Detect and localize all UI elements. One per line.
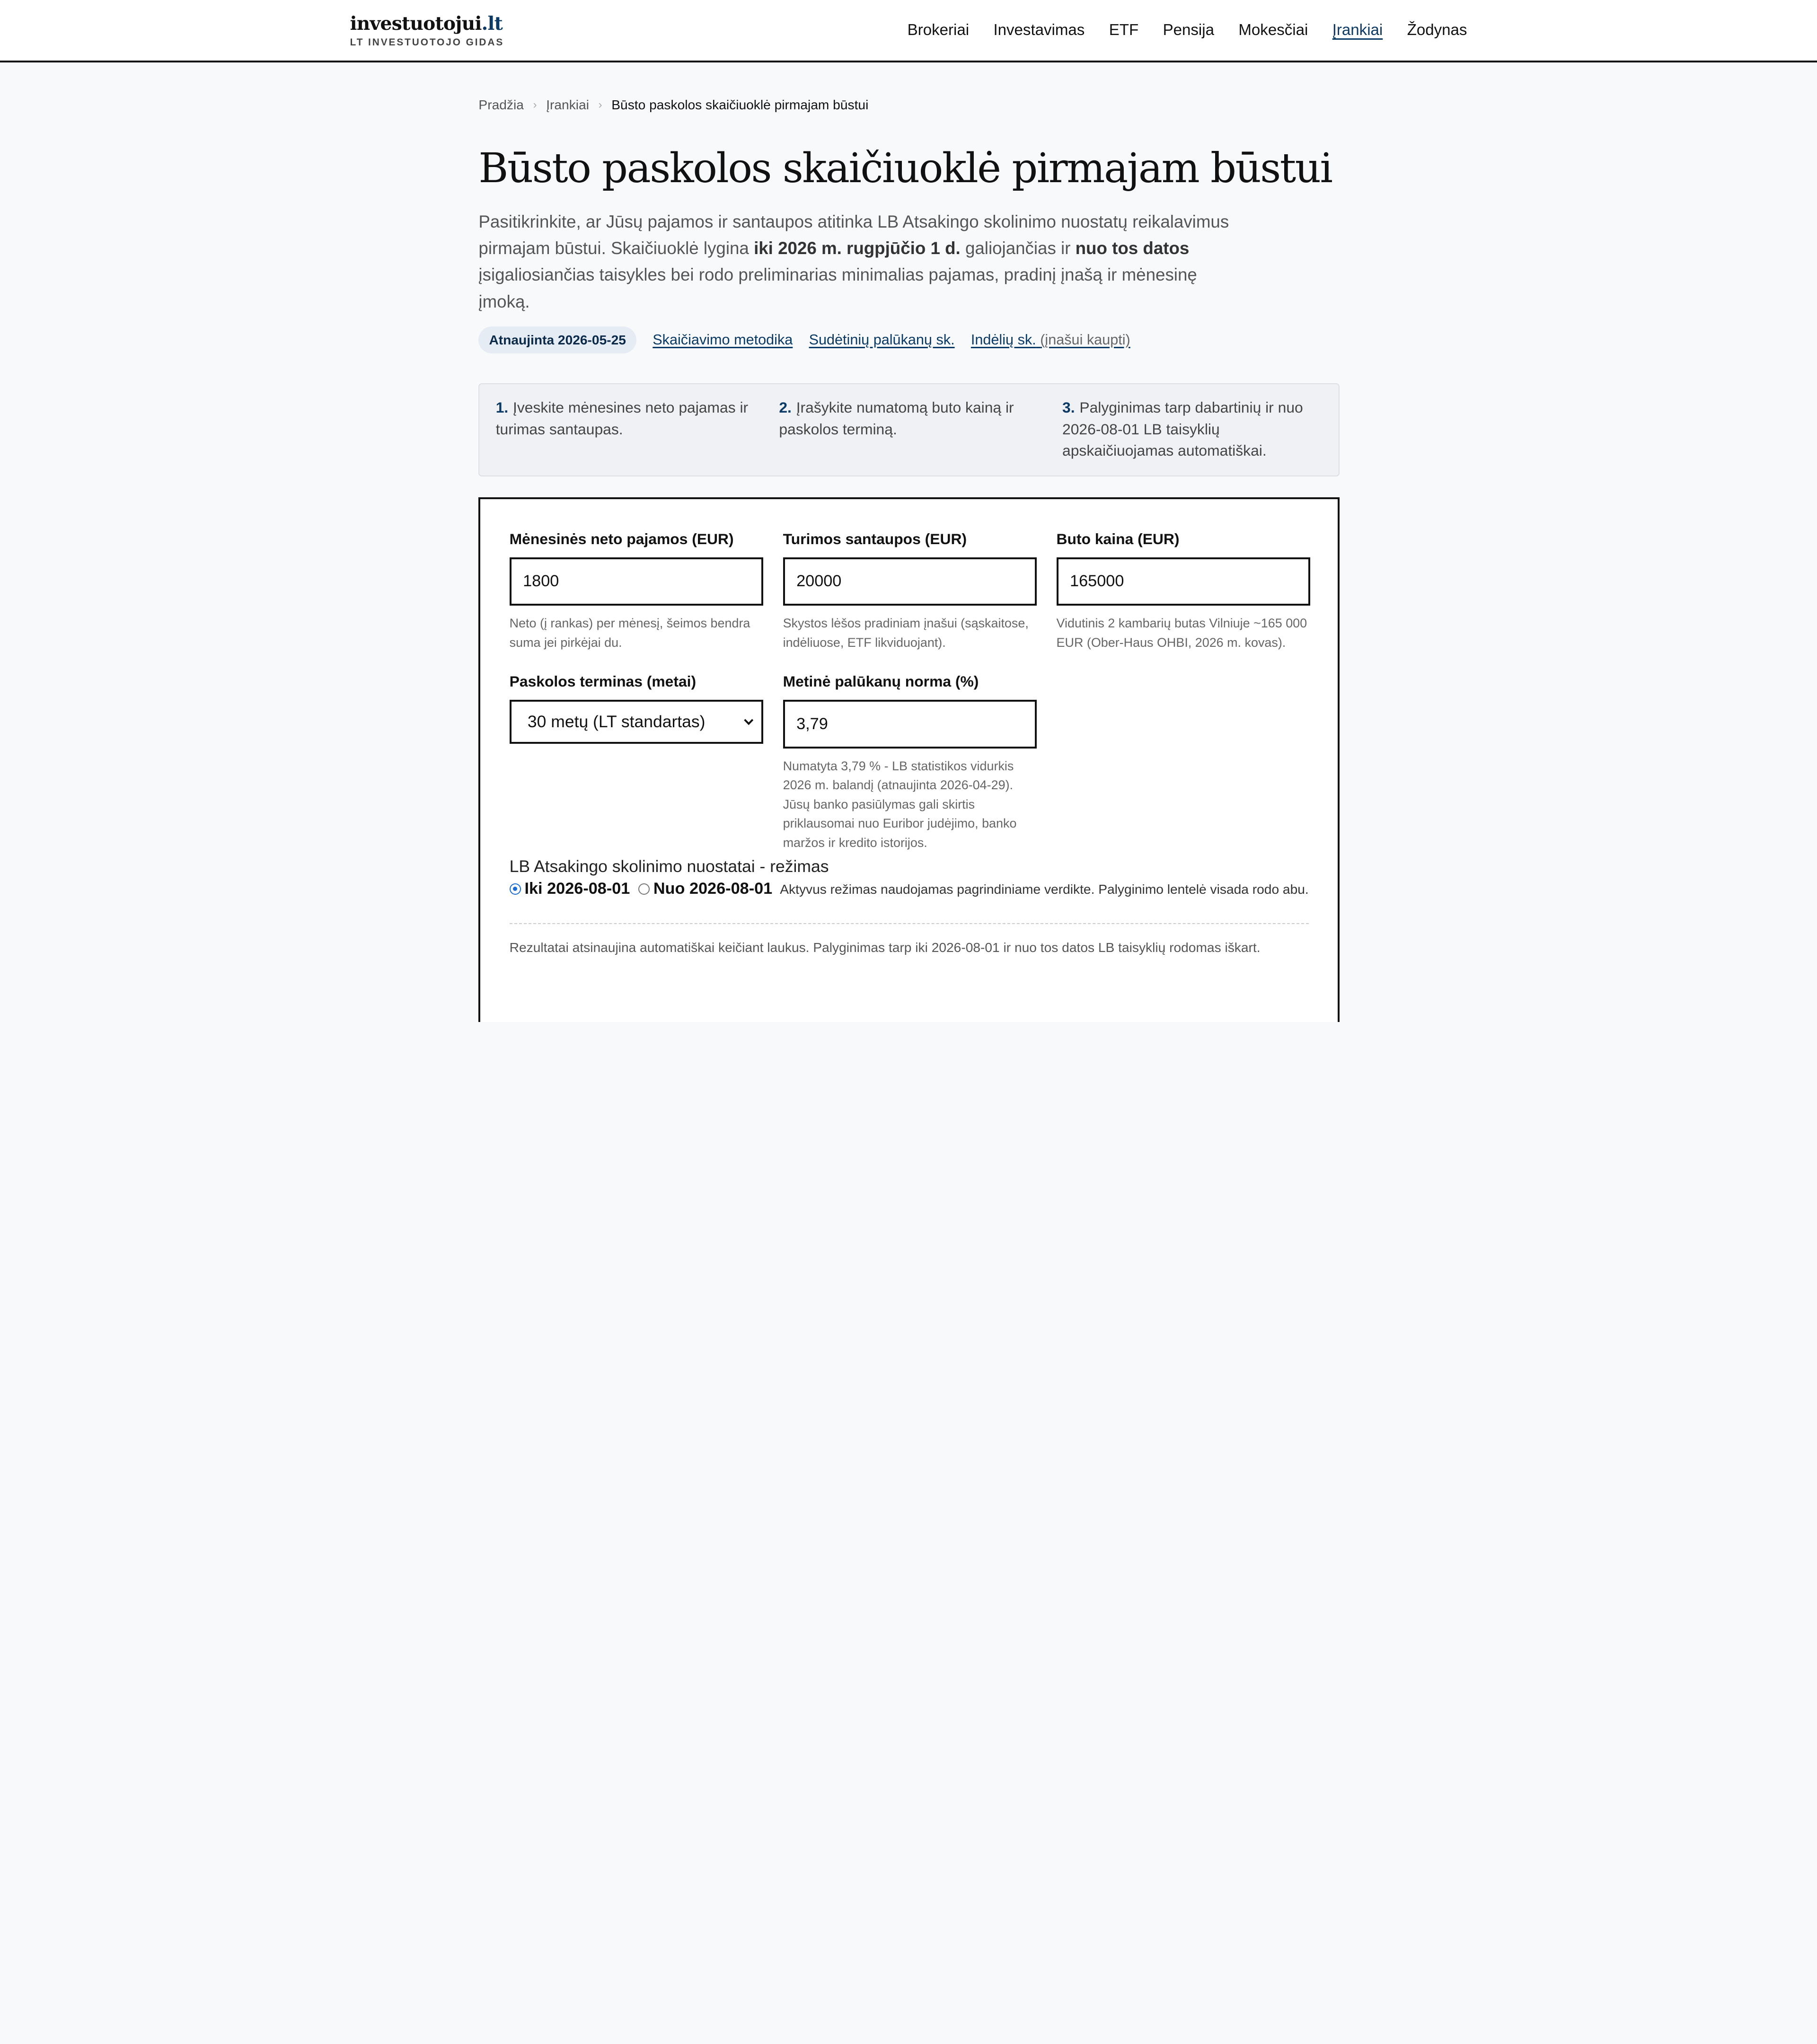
breadcrumb-section[interactable]: Įrankiai — [546, 97, 589, 112]
rate-hint: Numatyta 3,79 % - LB statistikos vidurkis 2026 m. balandį (atnaujinta 2026-04-29). Jūsų banko pasiūlymas gali skirtis priklausomai nuo Euribor judėjimo, banko maržos ir kredito istorijos. — [783, 758, 1017, 850]
term-label: Paskolos terminas (metai) — [509, 673, 697, 690]
nav-item-irankiai[interactable]: Įrankiai — [1332, 21, 1383, 39]
mode-label-after[interactable]: Nuo 2026-08-01 — [653, 879, 773, 898]
rate-label: Metinė palūkanų norma (%) — [783, 673, 979, 690]
step-item: 2. Įrašykite numatomą buto kainą ir paskolos terminą. — [779, 399, 1014, 438]
methodology-link[interactable]: Skaičiavimo metodika — [653, 332, 793, 348]
rate-field — [783, 673, 1037, 852]
deposit-calculator-link[interactable]: Indėlių sk. (įnašui kaupti) — [970, 332, 1130, 348]
page-title: Būsto paskolos skaičiuoklė pirmajam būstui — [478, 145, 1332, 193]
mode-description: Aktyvus režimas naudojamas pagrindiniame verdikte. Palyginimo lentelė visada rodo abu. — [780, 881, 1309, 897]
nav-item-brokeriai[interactable]: Brokeriai — [907, 21, 970, 39]
main-nav — [908, 21, 1467, 39]
calculator-form — [478, 497, 1340, 1022]
income-field — [510, 530, 763, 652]
results-note: Rezultatai atsinaujina automatiškai keičiant laukus. Palyginimas tarp iki 2026-08-01 ir nuo tos datos LB taisyklių rodomas iškart. — [509, 940, 1261, 955]
income-hint: Neto (į rankas) per mėnesį, šeimos bendra suma jei pirkėjai du. — [509, 616, 750, 650]
updated-badge: Atnaujinta 2026-05-25 — [478, 326, 636, 353]
step-item: 3. Palyginimas tarp dabartinių ir nuo 2026-08-01 LB taisyklių apskaičiuojamas automatiškai. — [1062, 399, 1303, 459]
price-label: Buto kaina (EUR) — [1056, 530, 1180, 547]
term-select[interactable] — [510, 700, 763, 744]
chevron-right-icon: › — [598, 98, 602, 111]
compound-interest-link[interactable]: Sudėtinių palūkanų sk. — [809, 332, 955, 348]
step-item: 1. Įveskite mėnesines neto pajamas ir turimas santaupas. — [495, 399, 749, 438]
savings-label: Turimos santaupos (EUR) — [783, 530, 967, 547]
main-content — [478, 97, 1340, 1022]
savings-input[interactable]: 20000 — [783, 557, 1037, 606]
breadcrumb-current: Būsto paskolos skaičiuoklė pirmajam būstui — [611, 97, 869, 112]
chevron-down-icon — [743, 716, 754, 727]
savings-hint: Skystos lėšos pradiniam įnašui (sąskaitose, indėliuose, ETF likviduojant). — [783, 616, 1029, 650]
mode-title: LB Atsakingo skolinimo nuostatai - režimas — [509, 856, 829, 876]
nav-item-zodynas[interactable]: Žodynas — [1407, 21, 1467, 39]
price-input[interactable]: 165000 — [1057, 557, 1310, 606]
brand-name: investuotojui.lt — [350, 12, 503, 35]
rate-input[interactable]: 3,79 — [783, 700, 1037, 749]
site-logo[interactable] — [350, 13, 504, 48]
term-field — [510, 673, 763, 852]
chevron-right-icon: › — [533, 98, 537, 111]
mode-radio-before[interactable] — [510, 883, 521, 895]
breadcrumb-home[interactable]: Pradžia — [478, 97, 524, 112]
term-selected-value: 30 metų (LT standartas) — [527, 712, 706, 731]
nav-item-etf[interactable]: ETF — [1109, 21, 1139, 39]
price-field — [1057, 530, 1310, 652]
income-input[interactable]: 1800 — [510, 557, 763, 606]
page-lead: Pasitikrinkite, ar Jūsų pajamos ir santaupos atitinka LB Atsakingo skolinimo nuostatų reikalavimus pirmajam būstui. Skaičiuoklė lygina iki 2026 m. rugpjūčio 1 d. galiojančias ir nuo tos datos įsigaliosiančias taisykles bei rodo preliminarias minimalias pajamas, pradinį įnašą ir mėnesinę įmoką. — [478, 211, 1229, 311]
mode-label-before[interactable]: Iki 2026-08-01 — [524, 879, 630, 898]
mode-options — [510, 876, 1309, 902]
breadcrumb — [478, 97, 1340, 113]
mode-radio-after[interactable] — [638, 883, 650, 895]
page-meta — [478, 326, 1340, 353]
brand-subtitle: LT INVESTUOTOJO GIDAS — [350, 36, 504, 48]
price-hint: Vidutinis 2 kambarių butas Vilniuje ~165 000 EUR (Ober-Haus OHBI, 2026 m. kovas). — [1056, 616, 1307, 650]
nav-item-investavimas[interactable]: Investavimas — [993, 21, 1085, 39]
empty-cell — [1057, 673, 1310, 852]
instruction-steps — [478, 383, 1340, 476]
divider — [510, 923, 1309, 924]
nav-item-pensija[interactable]: Pensija — [1163, 21, 1214, 39]
income-label: Mėnesinės neto pajamos (EUR) — [509, 530, 734, 547]
nav-item-mokesciai[interactable]: Mokesčiai — [1238, 21, 1308, 39]
savings-field — [783, 530, 1037, 652]
top-navigation-bar — [0, 0, 1817, 62]
